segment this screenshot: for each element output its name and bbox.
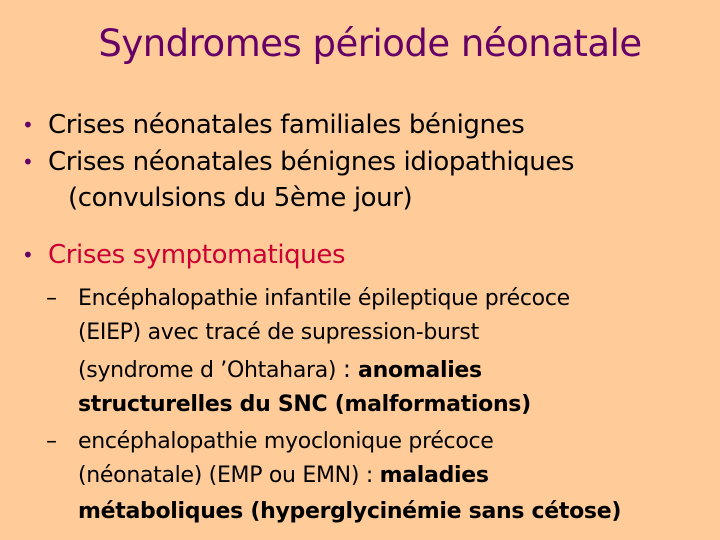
bullet-text: Crises néonatales bénignes idiopathiques (48, 147, 575, 177)
sub-bullet-text-bold: anomalies (350, 358, 482, 383)
bold-text: métaboliques (hyperglycinémie sans cétose) (78, 499, 622, 524)
sub-bullet-text: (EIEP) avec tracé de supression-burst (78, 320, 479, 345)
bullet-icon: • (22, 113, 34, 137)
dash-icon: – (46, 286, 57, 311)
sub-bullet-text-bold: maladies (379, 463, 489, 488)
slide-title: Syndromes période néonatale (98, 22, 642, 65)
bullet-text: Crises néonatales familiales bénignes (48, 110, 525, 140)
sub-bullet-text-plain: (néonatale) (EMP ou EMN) : (78, 463, 380, 488)
sub-bullet-text-plain: (syndrome d ’Ohtahara) (78, 358, 343, 383)
sub-bullet-text (78, 459, 489, 493)
bold-text: structurelles du SNC (malformations) (78, 392, 531, 417)
sub-bullet-text (78, 352, 482, 388)
sub-bullet-text: Encéphalopathie infantile épileptique précoce (78, 286, 570, 311)
bullet-text-continuation: (convulsions du 5ème jour) (68, 183, 413, 213)
bullet-icon: • (22, 150, 34, 174)
sub-bullet-text-bold (78, 388, 531, 422)
bullet-text-highlight: Crises symptomatiques (48, 240, 346, 270)
sub-bullet-text-bold (78, 495, 621, 529)
dash-icon: – (46, 429, 57, 454)
colon-text: : (342, 355, 351, 383)
bullet-icon: • (22, 243, 34, 267)
sub-bullet-text: encéphalopathie myoclonique précoce (78, 429, 494, 454)
